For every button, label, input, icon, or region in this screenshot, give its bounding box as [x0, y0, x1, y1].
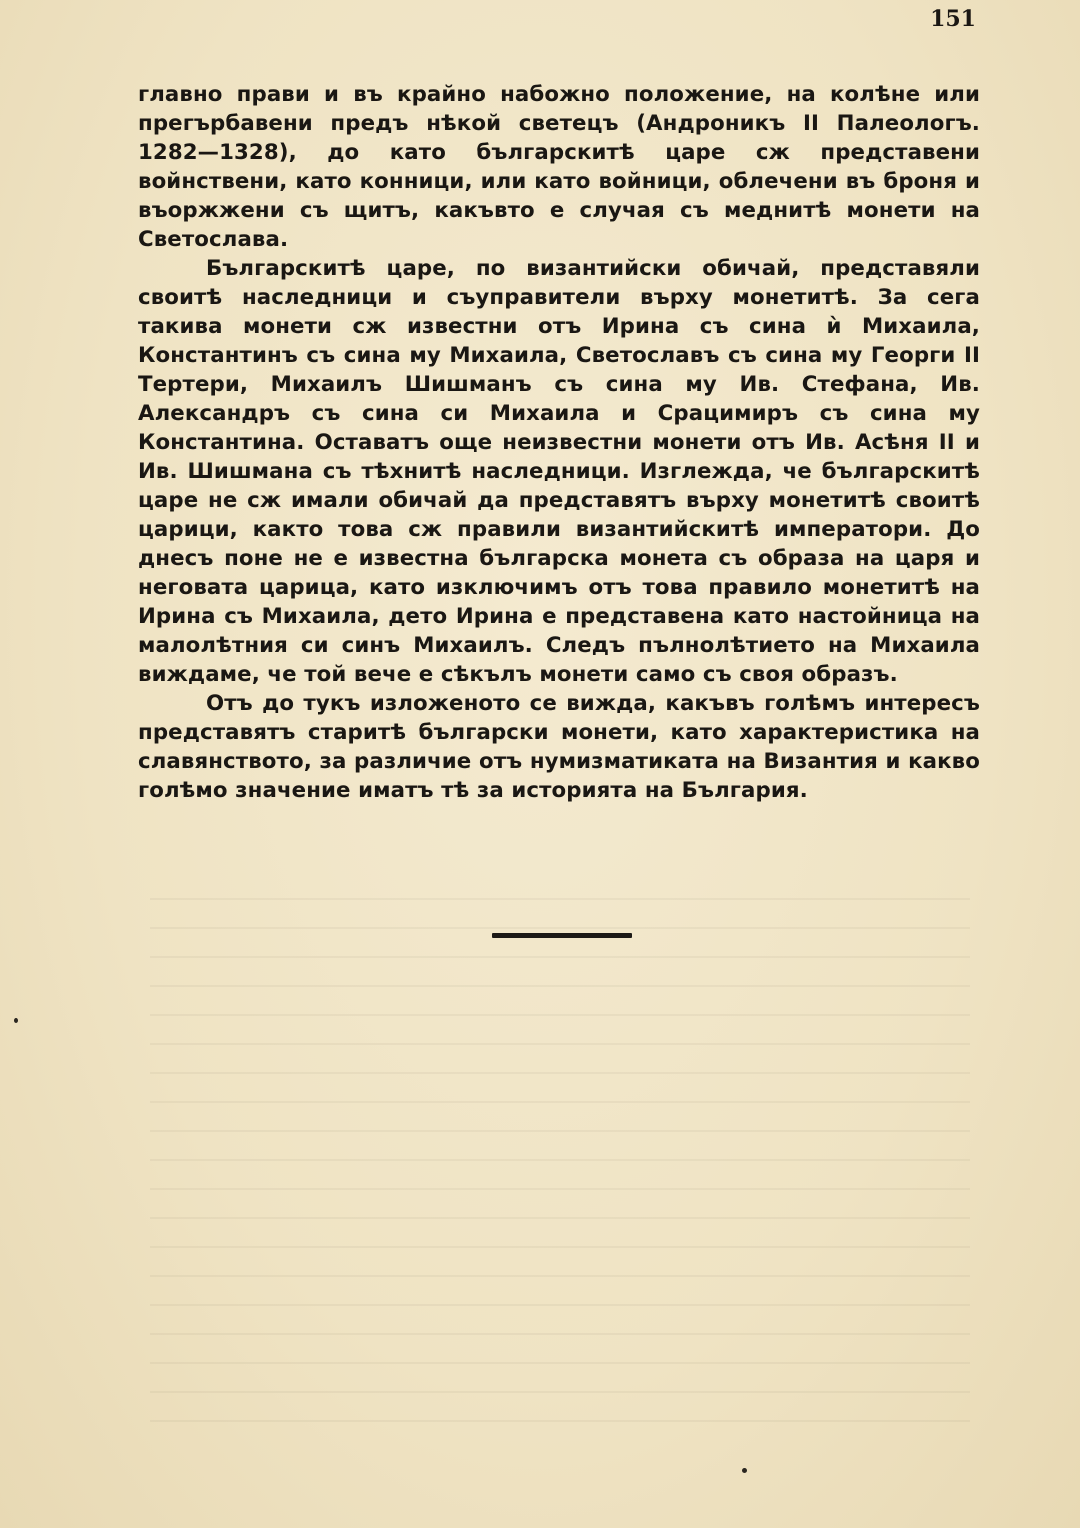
paragraph-3: Отъ до тукъ изложеното се вижда, какъвъ голѣмъ интересъ представятъ старитѣ български монети, като характеристика на славянството, за различие отъ нумизматиката на Византия и какво голѣмо значение иматъ тѣ за историята на България. — [138, 691, 980, 803]
ink-speck — [14, 1018, 18, 1023]
paragraph-1: главно прави и въ крайно набожно положение, на колѣне или прегърбавени предъ нѣкой светецъ (Андроникъ II Палеологъ. 1282—1328), до като българскитѣ царе сж представени войнствени, като конници, или като войници, облечени въ броня и въоржжени съ щитъ, какъвто е случая съ меднитѣ монети на Светослава. — [138, 82, 980, 252]
bleed-through-texture — [150, 880, 970, 1440]
body-text — [138, 80, 980, 805]
paragraph-2: Българскитѣ царе, по византийски обичай, представяли своитѣ наследници и съуправители върху монетитѣ. За сега такива монети сж известни отъ Ирина съ сина ѝ Михаила, Константинъ съ сина му Михаила, Светославъ съ сина му Георги II Тертери, Михаилъ Шишманъ съ сина му Ив. Стефана, Ив. Александръ съ сина си Михаила и Срацимиръ съ сина му Константина. Оставатъ още неизвестни монети отъ Ив. Асѣня II и Ив. Шишмана съ тѣхнитѣ наследници. Изглежда, че българскитѣ царе не сж имали обичай да представятъ върху монетитѣ своитѣ царици, както това сж правили византийскитѣ императори. До днесъ поне не е известна българска монета съ образа на царя и неговата царица, като изключимъ отъ това правило монетитѣ на Ирина съ Михаила, дето Ирина е представена като настойница на малолѣтния си синъ Михаилъ. Следъ пълнолѣтието на Михаила виждаме, че той вече е сѣкълъ монети само съ своя образъ. — [138, 256, 980, 687]
section-end-rule — [492, 933, 632, 938]
ink-speck — [742, 1468, 747, 1473]
page-number: 151 — [930, 6, 976, 32]
